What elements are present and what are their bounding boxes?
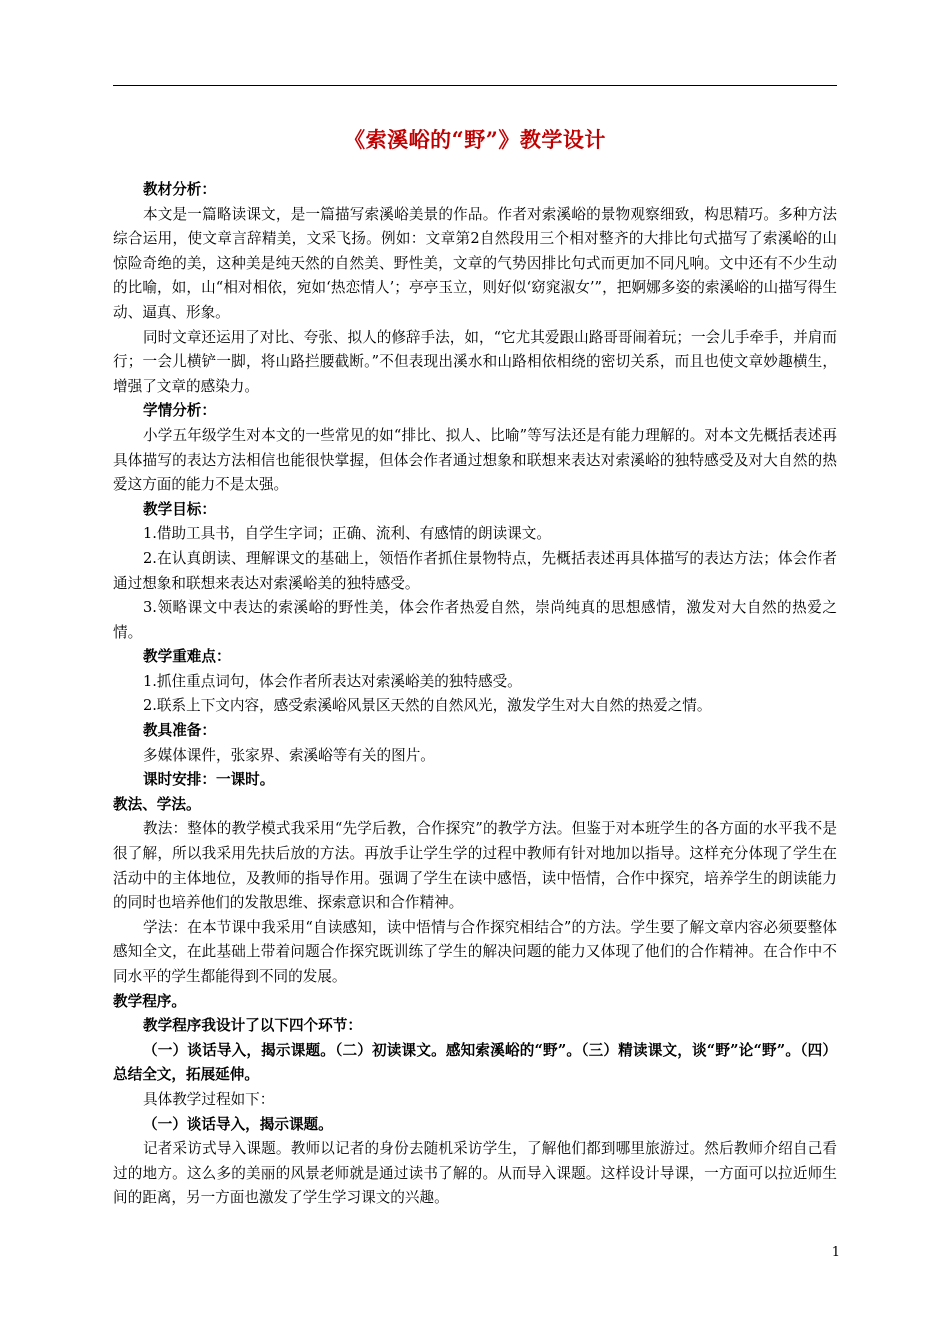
list-item: 1.借助工具书，自学生字词；正确、流利、有感情的朗读课文。 (143, 525, 551, 543)
body-paragraph: 小学五年级学生对本文的一些常见的如“排比、拟人、比喻”等写法还是有能力理解的。对本文先概括表述再具体描写的表达方法相信也能很快掌握，但体会作者通过想象和联想来表达对索溪峪的独特感受及对大自然的热爱这方面的能力不是太强。 (113, 426, 837, 494)
body-paragraph: 记者采访式导入课题。教师以记者的身份去随机采访学生，了解他们都到哪里旅游过。然后教师介绍自己看过的地方。这么多的美丽的风景老师就是通过读书了解的。从而导入课题。这样设计导课，一方面可以拉近师生间的距离，另一方面也激发了学生学习课文的兴趣。 (113, 1140, 837, 1207)
body-paragraph: 教法：整体的教学模式我采用“先学后教，合作探究”的教学方法。但鉴于对本班学生的各方面的水平我不是很了解，所以我采用先扶后放的方法。再放手让学生学的过程中教师有针对地加以指导。这样充分体现了学生在活动中的主体地位，及教师的指导作用。强调了学生在读中感悟，读中悟情，合作中探究，培养学生的朗读能力的同时也培养他们的发散思维、探索意识和合作精神。 (113, 820, 837, 912)
section-heading: 教具准备： (143, 722, 216, 740)
section-heading: 教法、学法。 (113, 795, 201, 813)
section-heading: 教材分析： (143, 181, 216, 198)
section-heading: 学情分析： (143, 402, 216, 420)
body-paragraph: 多媒体课件，张家界、索溪峪等有关的图片。 (143, 746, 435, 764)
section-heading: 教学目标： (143, 500, 216, 518)
section-heading: 教学重难点： (143, 648, 231, 666)
list-item: 2.在认真朗读、理解课文的基础上，领悟作者抓住景物特点，先概括表述再具体描写的表达方法；体会作者通过想象和联想来表达对索溪峪美的独特感受。 (113, 549, 837, 592)
document-title: 《索溪峪的“野”》教学设计 (344, 127, 606, 152)
steps-summary: （一）谈话导入，揭示课题。（二）初读课文。感知索溪峪的“野”。（三）精读课文，谈“野”论“野”。（四）总结全文，拓展延伸。 (113, 1041, 837, 1084)
header-rule (113, 85, 837, 86)
body-paragraph: 本文是一篇略读课文，是一篇描写索溪峪美景的作品。作者对索溪峪的景物观察细致，构思精巧。多种方法综合运用，使文章言辞精美，文采飞扬。例如：文章第2自然段用三个相对整齐的大排比句式描写了索溪峪的山惊险奇绝的美，这种美是纯天然的自然美、野性美，文章的气势因排比句式而更加不同凡响。文中还有不少生动的比喻，如，山“相对相依，宛如‘热恋情人’；亭亭玉立，则好似‘窈窕淑女’”，把婀娜多姿的索溪峪的山描写得生动、逼真、形象。 (113, 205, 837, 321)
body-paragraph: 具体教学过程如下： (143, 1090, 275, 1108)
section-heading: 教学程序。 (113, 992, 186, 1010)
list-item: 3.领略课文中表达的索溪峪的野性美，体会作者热爱自然，崇尚纯真的思想感情，激发对大自然的热爱之情。 (113, 599, 837, 641)
section-heading: 教学程序我设计了以下四个环节： (143, 1017, 362, 1035)
body-paragraph: 同时文章还运用了对比、夸张、拟人的修辞手法，如，“它尤其爱跟山路哥哥闹着玩；一会儿手牵手，并肩而行；一会儿横铲一脚，将山路拦腰截断。”不但表现出溪水和山路相依相绕的密切关系，而且也使文章妙趣横生，增强了文章的感染力。 (113, 328, 837, 395)
list-item: 2.联系上下文内容，感受索溪峪风景区天然的自然风光，激发学生对大自然的热爱之情。 (143, 697, 712, 715)
section-heading: 课时安排：一课时。 (143, 771, 275, 789)
document-body (113, 178, 837, 1211)
page-number: 1 (831, 1245, 840, 1260)
section-heading: （一）谈话导入，揭示课题。 (143, 1115, 333, 1133)
body-paragraph: 学法：在本节课中我采用“自读感知，读中悟情与合作探究相结合”的方法。学生要了解文章内容必须要整体感知全文，在此基础上带着问题合作探究既训练了学生的解决问题的能力又体现了他们的合作精神。在合作中不同水平的学生都能得到不同的发展。 (113, 918, 837, 985)
list-item: 1.抓住重点词句，体会作者所表达对索溪峪美的独特感受。 (143, 672, 522, 690)
